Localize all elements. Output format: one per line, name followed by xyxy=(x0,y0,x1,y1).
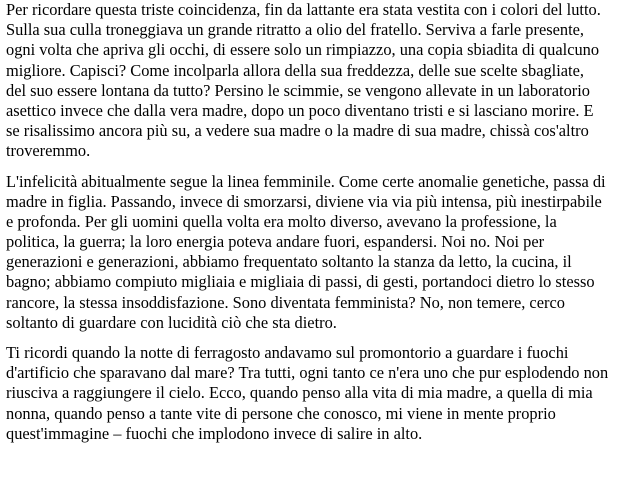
paragraph-1 xyxy=(6,0,638,162)
text-line: quest'immagine – fuochi che implodono invece di salire in alto. xyxy=(6,423,423,443)
text-line: riusciva a raggiungere il cielo. Ecco, quando penso alla vita di mia madre, a quella di mia xyxy=(6,383,593,403)
text-line: ogni volta che apriva gli occhi, di essere solo un rimpiazzo, una copia sbiadita di qualcuno xyxy=(6,40,600,60)
text-line: bagno; abbiamo compiuto migliaia e migliaia di passi, di gesti, portandoci dietro lo stesso xyxy=(6,272,595,292)
text-line: e profonda. Per gli uomini quella volta era molto diverso, avevano la professione, la xyxy=(6,211,557,231)
text-line: politica, la guerra; la loro energia poteva andare fuori, espandersi. Noi no. Noi per xyxy=(6,232,545,252)
text-line: soltanto di guardare con lucidità ciò che sta dietro. xyxy=(6,312,337,332)
text-line: generazioni e generazioni, abbiamo frequentato soltanto la stanza da letto, la cucina, il xyxy=(6,252,572,272)
document-body xyxy=(6,0,638,454)
text-line: Per ricordare questa triste coincidenza, fin da lattante era stata vestita con i colori del lutto. xyxy=(6,0,601,19)
text-line: asettico invece che dalla vera madre, dopo un poco diventano tristi e si lasciano morire. E xyxy=(6,100,594,120)
paragraph-3 xyxy=(6,343,638,444)
text-line: d'artificio che sparavano dal mare? Tra tutti, ogni tanto ce n'era uno che pur esplodendo non xyxy=(6,363,609,383)
text-line: Sulla sua culla troneggiava un grande ritratto a olio del fratello. Serviva a farle presente, xyxy=(6,20,585,40)
text-line: Ti ricordi quando la notte di ferragosto andavamo sul promontorio a guardare i fuochi xyxy=(6,343,569,362)
paragraph-2 xyxy=(6,172,638,334)
text-line: migliore. Capisci? Come incolparla allora della sua freddezza, delle sue scelte sbagliate, xyxy=(6,60,584,80)
text-line: del suo essere lontana da tutto? Persino le scimmie, se vengono allevate in un laboratorio xyxy=(6,80,590,100)
text-line: L'infelicità abitualmente segue la linea femminile. Come certe anomalie genetiche, passa di xyxy=(6,171,606,191)
text-line: nonna, quando penso a tante vite di persone che conosco, mi viene in mente proprio xyxy=(6,403,556,423)
text-line: troveremmo. xyxy=(6,141,91,161)
text-line: se risalissimo ancora più su, a vedere sua madre o la madre di sua madre, chissà cos'altro xyxy=(6,121,589,141)
text-line: madre in figlia. Passando, invece di smorzarsi, diviene via via più intensa, più inestirpabile xyxy=(6,191,602,211)
text-line: rancore, la stessa insoddisfazione. Sono diventata femminista? No, non temere, cerco xyxy=(6,292,565,312)
